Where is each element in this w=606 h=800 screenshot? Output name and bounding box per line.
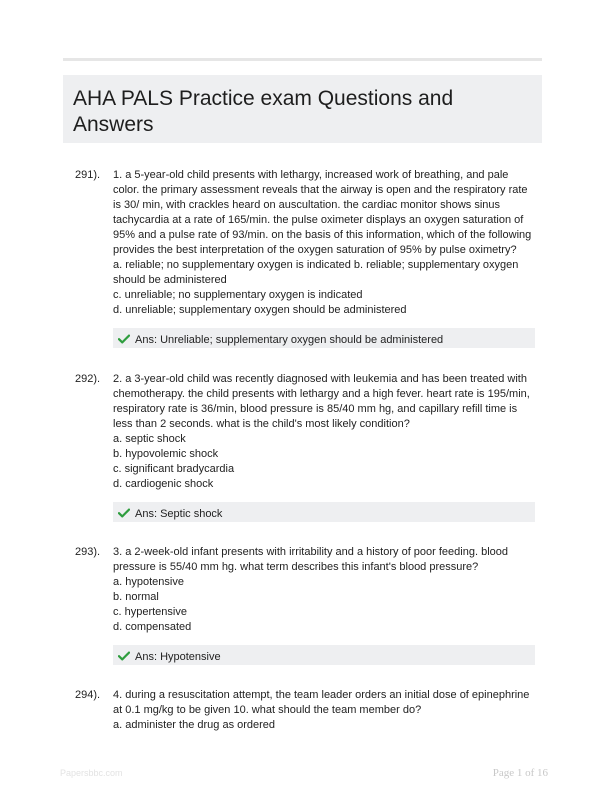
check-icon <box>118 508 130 518</box>
answer-option: a. administer the drug as ordered <box>113 719 276 731</box>
answer-text: Ans: Hypotensive <box>135 650 221 663</box>
answer-option: c. significant bradycardia <box>113 463 235 475</box>
question-body <box>113 372 535 492</box>
answer-option: a. reliable; no supplementary oxygen is indicated b. reliable; supplementary oxygen should be administered <box>113 259 519 286</box>
answer-box <box>113 645 535 665</box>
answer-option: a. hypotensive <box>113 576 184 588</box>
page-indicator: Page 1 of 16 <box>492 767 548 779</box>
answer-box <box>113 328 535 348</box>
check-icon <box>118 334 130 344</box>
answer-option: a. septic shock <box>113 433 186 445</box>
question-item-291 <box>75 168 535 348</box>
question-number: 294). <box>75 689 101 701</box>
question-text: 2. a 3-year-old child was recently diagnosed with leukemia and has been treated with chemotherapy. the child presents with lethargy and a high fever. heart rate is 195/min, respiratory rate is 36/min, blood pressure is 85/40 mm hg, and capillary refill time is less than 2 seconds. what is the child's most likely condition? <box>113 373 530 430</box>
page-title: AHA PALS Practice exam Questions and Answers <box>73 87 454 136</box>
question-number: 293). <box>75 546 101 558</box>
answer-box <box>113 502 535 522</box>
top-divider <box>63 58 542 61</box>
answer-option: b. normal <box>113 591 159 603</box>
answer-option: b. hypovolemic shock <box>113 448 219 460</box>
check-icon <box>118 651 130 661</box>
question-body <box>113 545 535 635</box>
question-body <box>113 688 535 733</box>
question-item-292 <box>75 372 535 522</box>
answer-option: d. cardiogenic shock <box>113 478 214 490</box>
title-banner <box>63 75 542 143</box>
answer-text: Ans: Unreliable; supplementary oxygen should be administered <box>135 333 444 346</box>
question-number: 292). <box>75 373 101 385</box>
answer-option: d. compensated <box>113 621 192 633</box>
answer-option: d. unreliable; supplementary oxygen should be administered <box>113 304 407 316</box>
answer-option: c. hypertensive <box>113 606 187 618</box>
answer-option: c. unreliable; no supplementary oxygen is indicated <box>113 289 363 301</box>
question-text: 4. during a resuscitation attempt, the team leader orders an initial dose of epinephrine at 0.1 mg/kg to be given 10. what should the team member do? <box>113 689 530 716</box>
question-item-293 <box>75 545 535 665</box>
answer-text: Ans: Septic shock <box>135 507 223 520</box>
question-body <box>113 168 535 318</box>
question-item-294 <box>75 688 535 733</box>
question-number: 291). <box>75 169 101 181</box>
question-text: 1. a 5-year-old child presents with lethargy, increased work of breathing, and pale color. the primary assessment reveals that the airway is open and the respiratory rate is 30/ min, with crackles heard on auscultation. the cardiac monitor shows sinus tachycardia at a rate of 165/min. the pulse oximeter displays an oxygen saturation of 95% and a pulse rate of 93/min. on the basis of this information, which of the following provides the best interpretation of the oxygen saturation of 95% by pulse oximetry? <box>113 169 532 256</box>
question-text: 3. a 2-week-old infant presents with irritability and a history of poor feeding. blood pressure is 55/40 mm hg. what term describes this infant's blood pressure? <box>113 546 508 573</box>
watermark-text: Papersbbc.com <box>60 768 123 778</box>
